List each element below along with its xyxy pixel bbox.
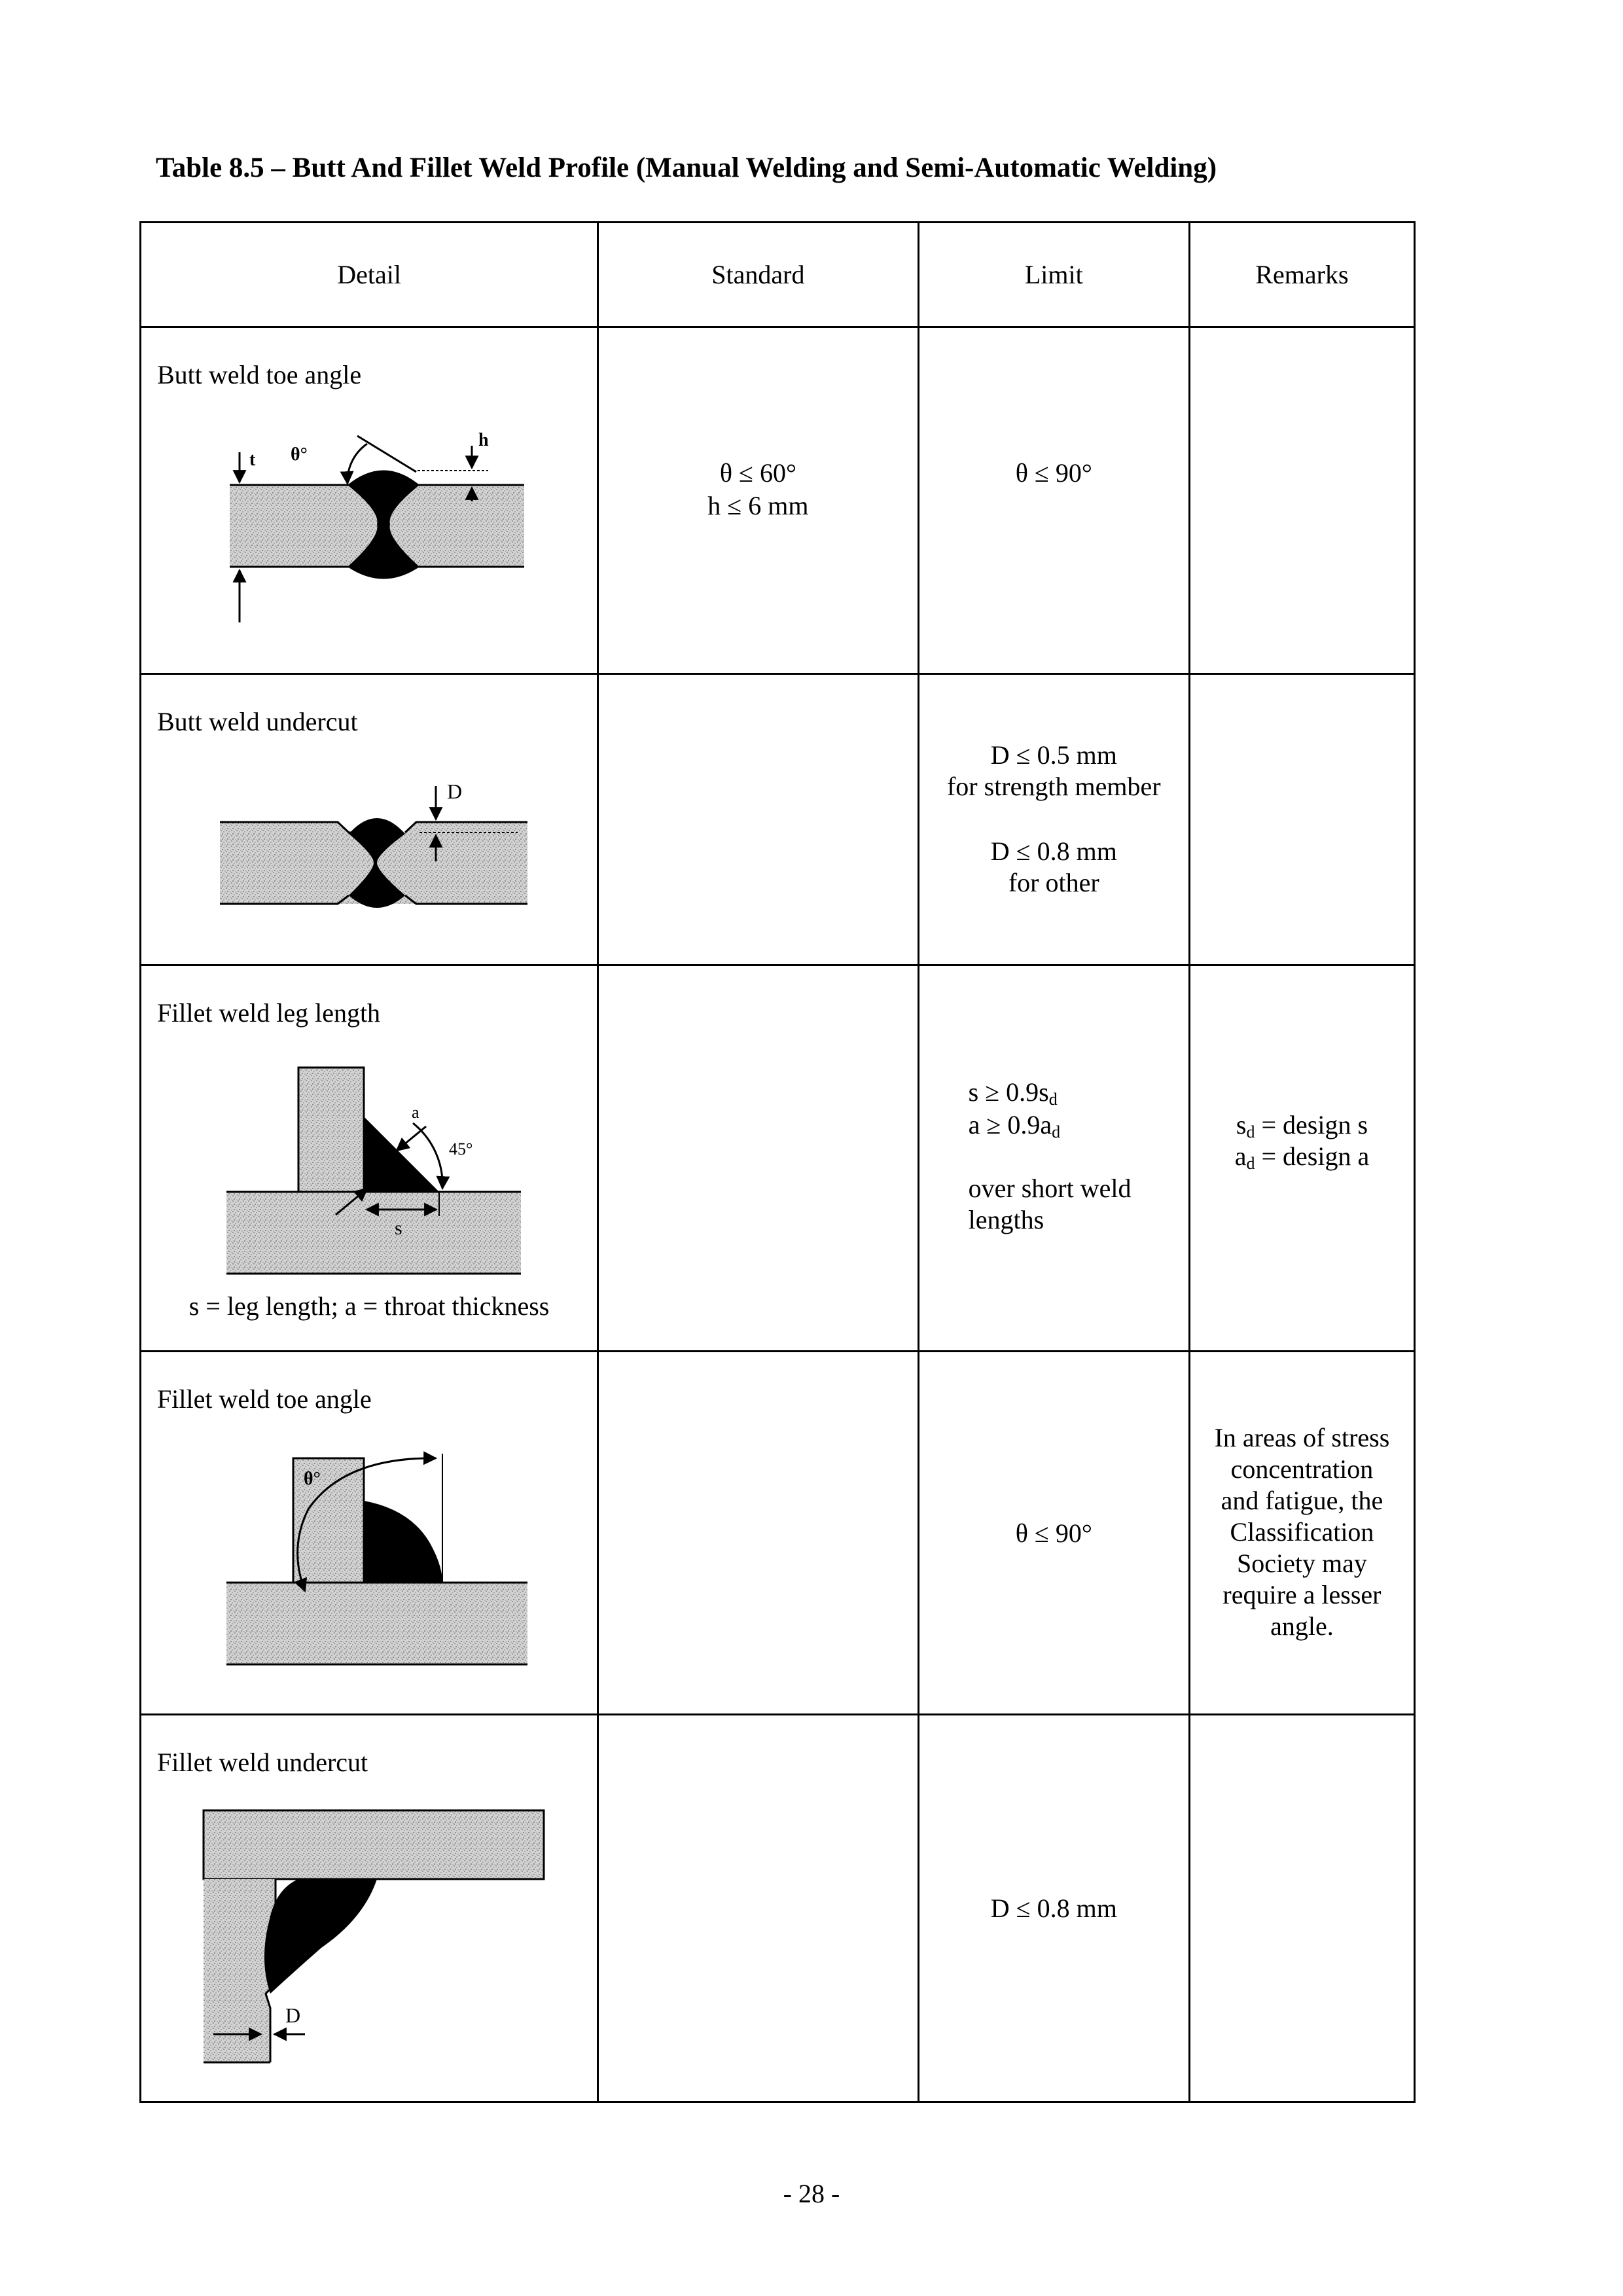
detail-label: Fillet weld undercut — [157, 1748, 368, 1777]
limit-line: lengths — [968, 1205, 1044, 1234]
fillet-weld-leg-length-diagram — [217, 1064, 544, 1280]
limit-line: over short weld — [968, 1174, 1132, 1203]
limit-line: D ≤ 0.8 mm — [990, 836, 1117, 866]
remark-line — [1190, 1109, 1414, 1141]
detail-label: Fillet weld toe angle — [157, 1384, 372, 1414]
s-label: s — [395, 1217, 402, 1239]
standard-cell — [598, 965, 919, 1352]
table-row — [141, 1715, 1415, 2102]
standard-cell — [598, 1352, 919, 1715]
limit-line — [969, 1109, 1060, 1141]
detail-cell — [141, 1352, 598, 1715]
remark-line: In areas of stress — [1214, 1423, 1390, 1452]
remark-a-text: = design a — [1255, 1141, 1370, 1171]
table-title: Table 8.5 – Butt And Fillet Weld Profile (Manual Welding and Semi-Automatic Welding) — [156, 152, 1217, 183]
butt-weld-undercut-diagram — [210, 757, 537, 920]
theta-label: θ° — [291, 444, 308, 465]
header-standard: Standard — [598, 223, 919, 327]
page-number: - 28 - — [783, 2179, 840, 2208]
angle-label: 45° — [449, 1139, 473, 1158]
weld-profile-table — [139, 221, 1416, 2103]
detail-cell — [141, 1715, 598, 2102]
table-row — [141, 1352, 1415, 1715]
limit-line: D ≤ 0.8 mm — [990, 1893, 1117, 1923]
legend-note: s = leg length; a = throat thickness — [188, 1291, 550, 1321]
limit-a-text: a ≥ 0.9a — [968, 1110, 1052, 1139]
remarks-cell — [1189, 327, 1414, 674]
header-row — [141, 223, 1415, 327]
limit-line — [969, 1076, 1058, 1109]
remark-s-sub: d — [1246, 1122, 1255, 1141]
limit-line: θ ≤ 90° — [1015, 458, 1092, 488]
theta-label: θ° — [304, 1469, 321, 1489]
remark-a-sub: d — [1246, 1154, 1255, 1173]
remarks-cell — [1189, 674, 1414, 965]
remark-s-text: = design s — [1255, 1110, 1368, 1139]
remark-line: and fatigue, the — [1221, 1486, 1383, 1515]
detail-label: Butt weld undercut — [157, 707, 358, 736]
limit-line: θ ≤ 90° — [1015, 1518, 1092, 1548]
remark-line — [1190, 1140, 1414, 1173]
table-row — [141, 965, 1415, 1352]
standard-line: θ ≤ 60° — [719, 458, 796, 488]
standard-cell — [598, 674, 919, 965]
remarks-cell — [1189, 1352, 1414, 1715]
detail-cell — [141, 674, 598, 965]
header-limit: Limit — [918, 223, 1189, 327]
butt-weld-toe-angle-diagram — [213, 426, 541, 622]
remark-line: require a lesser — [1222, 1580, 1382, 1609]
remark-line: concentration — [1230, 1454, 1374, 1484]
fillet-weld-undercut-diagram — [197, 1797, 550, 2072]
remark-s-symbol: s — [1236, 1110, 1247, 1139]
remark-line: angle. — [1270, 1611, 1334, 1641]
table-row — [141, 674, 1415, 965]
limit-line: for strength member — [946, 772, 1161, 801]
detail-label: Fillet weld leg length — [157, 998, 381, 1028]
table-row — [141, 327, 1415, 674]
limit-s-text: s ≥ 0.9s — [968, 1077, 1049, 1107]
remark-line: Classification — [1230, 1517, 1374, 1547]
limit-cell — [918, 965, 1189, 1352]
limit-cell — [918, 1715, 1189, 2102]
standard-line: h ≤ 6 mm — [707, 491, 809, 520]
limit-cell — [918, 1352, 1189, 1715]
d-label: D — [285, 2003, 301, 2027]
limit-s-sub: d — [1048, 1090, 1058, 1109]
t-label: t — [249, 450, 256, 470]
limit-line: for other — [1008, 868, 1099, 897]
header-detail: Detail — [141, 223, 598, 327]
detail-cell — [141, 965, 598, 1352]
remark-a-symbol: a — [1234, 1141, 1247, 1171]
header-remarks: Remarks — [1189, 223, 1414, 327]
standard-cell — [598, 1715, 919, 2102]
h-label: h — [478, 430, 489, 450]
standard-cell — [598, 327, 919, 674]
limit-cell — [918, 674, 1189, 965]
detail-cell — [141, 327, 598, 674]
detail-label: Butt weld toe angle — [157, 360, 362, 389]
remark-line: Society may — [1237, 1549, 1367, 1578]
a-label: a — [412, 1103, 419, 1122]
remarks-cell — [1189, 965, 1414, 1352]
limit-a-sub: d — [1052, 1122, 1061, 1141]
limit-cell — [918, 327, 1189, 674]
d-label: D — [447, 780, 463, 803]
fillet-weld-toe-angle-diagram — [213, 1444, 541, 1679]
limit-line: D ≤ 0.5 mm — [990, 740, 1117, 770]
remarks-cell — [1189, 1715, 1414, 2102]
